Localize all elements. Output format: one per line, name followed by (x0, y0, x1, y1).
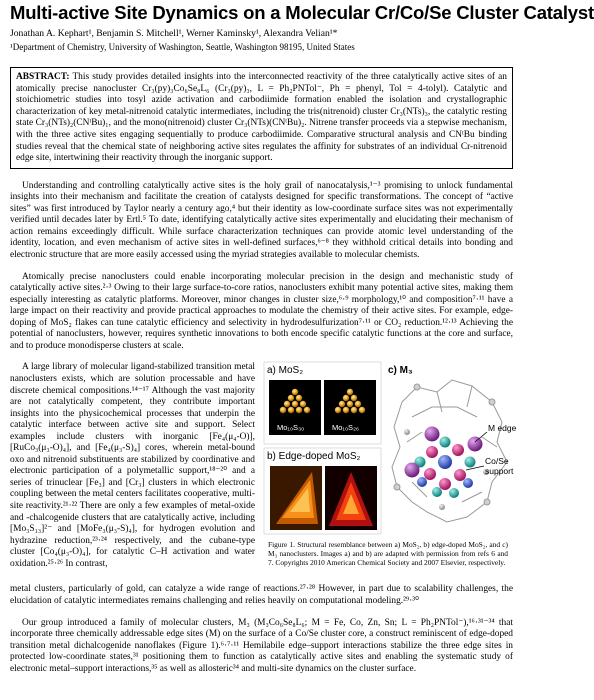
paragraph-our-group: Our group introduced a family of molecular clusters, M₃ (M₃Co₆Se₈L₆; M = Fe, Co, Zn, Sn; L = Ph₂PNTol⁻),¹⁶·³¹⁻³⁴ that incorporate three chemically addressable edge sites (M) on the surface of a Co/Se cluster core, a construct reminiscent of edge-doped transition metal dichalcogenide nanoflakes (Figure 1).⁶·⁷·¹¹ Hemilabile edge–support interactions stabilize the three edge sites in protected low-coordinate states,³¹ positioning them to function as catalytically active sites and enabling the systematic study of electronic metal–support interactions,³⁵ as well as allosteric³⁴ and multi-site dynamics on the cluster surface. (10, 617, 513, 674)
author-list: Jonathan A. Kephart¹, Benjamin S. Mitchell¹, Werner Kaminsky¹, Alexandra Velian¹* (10, 28, 338, 39)
stm-label-2: Mo₁₀S₂₆ (332, 423, 360, 433)
edge-doped-flake-1 (270, 466, 322, 530)
panel-a-label: a) MoS₂ (267, 365, 304, 377)
paragraph-intro: Understanding and controlling catalytically active sites is the holy grail of nanocatalysis,¹⁻³ promising to unlock fundamental insights into their mechanism and facilitate the creation of catalysts designed for specific transformations. The concept of “active sites” was first introduced by Taylor nearly a century ago,⁴ but their identity as low-coordinate surface sites was not experimentally verified until decades later by Ertl.⁵ To date, identifying catalytically active sites experimentally and elucidating their mechanism of action remains exceedingly difficult. While surface characterization techniques can provide atomic level understanding of the identity, location, and even mechanism of active sites in well-defined surfaces,⁶⁻⁸ they withhold critical details into bonding and electronic structure that are more easily accessed using the myriad strategies available to molecular chemists. (10, 180, 513, 261)
abstract-text: This study provides detailed insights into the interconnected reactivity of the three catalytically active sites of an atomically precise nanocluster Cr₃(py)₃Co₆Se₈L₆ (Cr₃(py)₃, L = Ph₂PNTol⁻, Ph = phenyl, Tol = 4-tolyl). Catalytic and stoichiometric studies into tosyl azide activation and carbodiimide formation enabled the isolation and crystallographic characterization of key metal-nitrenoid catalytic intermediates, including the tris(nitrenoid) cluster Cr₃(NTs)₃, the catalytic resting state Cr₃(NTs)₂(CNᵗBu)₁, and the mono(nitrenoid) cluster Cr₃(NTs)(CNᵗBu)₂. Nitrene transfer proceeds via a stepwise mechanism, with the three active sites engaging sequentially to produce carbodiimide. Comparative structural analysis and CNᵗBu binding studies reveal that the chemical state of neighboring active sites regulates the affinity for substrates of an individual Cr-nitrenoid edge site, intertwining their reactivity through the inorganic support. (16, 72, 507, 164)
abstract-label: ABSTRACT: (16, 72, 70, 82)
figure-1-caption: Figure 1. Structural resemblance between a) MoS₂, b) edge-doped MoS₂, and c) M₃ nanoclusters. Images a) and b) are adapted with permission from refs 6 and 7. Copyrights 2010 American Chemical Society and 2007 Elsevier, respectively. (268, 540, 508, 568)
panel-c-label: c) M₃ (388, 365, 413, 377)
paper-title: Multi-active Site Dynamics on a Molecular Cr/Co/Se Cluster Catalyst (10, 2, 594, 23)
wrapped-section (10, 362, 517, 584)
medge-label: M edge (488, 423, 517, 434)
affiliation: ¹Department of Chemistry, University of Washington, Seattle, Washington 98195, United States (10, 42, 355, 52)
paragraph-library-continued: metal clusters, particularly of gold, can catalyze a wide range of reactions.²⁷·²⁸ However, in part due to scalability challenges, the elucidation of catalytic intermediates remains challenging and relies heavily on computational modeling.²⁹·³⁰ (10, 584, 513, 606)
abstract-box (10, 67, 513, 169)
figure-1 (262, 362, 517, 584)
panel-b-label: b) Edge-doped MoS₂ (267, 451, 361, 463)
stm-label-1: Mo₁₀S₃₀ (277, 423, 305, 433)
edge-doped-flake-2 (325, 466, 377, 530)
ligand-wireframe (392, 380, 507, 522)
paragraph-library: A large library of molecular ligand-stabilized transition metal nanoclusters exists, which are solution processable and have discrete chemical compositions.¹⁴⁻¹⁷ Although the vast majority are not catalytically competent, they contribute important insights into the physicochemical processes that underpin the catalytic interface between active site and support. Select examples include clusters with inorganic [Fe₄(μ₄-O)], [RuCo₃(μ₃-O)₄], and [Fe₄(μ₃-S)₄] cores, wherein metal-bound oxo and nitrenoid substituents are stabilized by coordinative and electronic participation of a polymetallic support,¹⁸⁻²⁰ and a series of trinuclear [Fe₃] and [Cr₃] clusters in which electronic coupling between the metal centers facilitates cooperative, multi-site reactivity.²¹·²² There are only a few examples of metal-oxide and -chalcogenide clusters that are catalytically active, including [Mo₃S₁₃]²⁻ and [MoFe₃(μ₃-S)₄], for hydrogen evolution and hydrazine reduction,²³·²⁴ respectively, and the cubane-type cluster [Co₄(μ₃-O)₄], for catalytic C–H activation and water oxidation.²⁵·²⁶ In contrast, (10, 362, 255, 569)
cluster-core (404, 427, 489, 511)
paper-page (10, 0, 594, 675)
support-label-line1: Co/Se (485, 456, 509, 467)
paragraph-nanoclusters: Atomically precise nanoclusters could enable incorporating molecular precision in the design and mechanistic study of catalytically active sites.²·³ Owing to their large surface-to-core ratios, nanoclusters exhibit many potential active sites, making them especially interesting as catalytic platforms. Moreover, minor changes in cluster size,⁶·⁹ morphology,¹⁰ and composition⁷·¹¹ have a large impact on their reactivity and provide practical approaches to modulate the chemistry of their active sites. For example, edge-doping of MoS₂ flakes can tune catalytic efficiency and selectivity in hydrodesulfurization⁷·¹¹ or CO₂ reduction.¹²·¹³ Achieving the potential of nanoclusters, however, requires synthetic innovations to both encode specific catalytic functions at the core and surface, and to produce monodisperse clusters at scale. (10, 271, 513, 351)
figure-1-artwork (262, 362, 517, 537)
support-label-line2: support (485, 466, 514, 477)
